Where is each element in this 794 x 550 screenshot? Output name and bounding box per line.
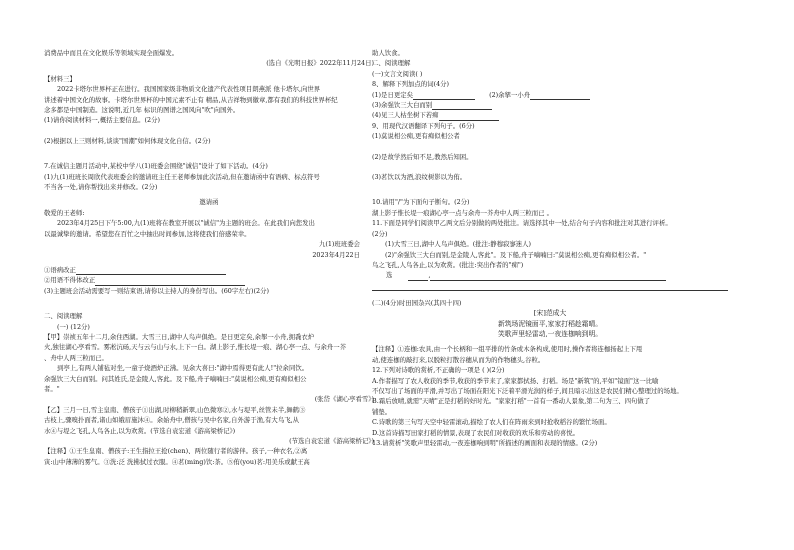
question-3: (3)主题班会活动需要写一则结束语,请你以主持人的身份写出。(60字左右)(2分) [44,286,269,295]
invitation-body: 以最诚挚的邀请。希望您在百忙之中抽出时间参加,这将使我们倍感荣幸。 [44,229,251,238]
passage-yi-source: (节选自袁宏道《游高梁桥记》) [289,437,374,445]
left-column [44,48,374,467]
fix-2-label: ②用语不得体改正 [44,276,96,285]
fix-1-label: ①语病改正 [44,265,76,274]
material3-paragraph: 讲述着中国文化的故事。卡塔尔世界杯的中国元素不止有 精品,从吉祥物到徽章,都有我们的科技世界杯纪 [44,95,338,104]
passage-jia: 者。" [44,384,60,393]
answer-blank[interactable] [432,102,492,110]
section-heading: 二、阅读理解 [372,59,411,68]
passage-yi: 水④与堤之飞孔,人鸟各止,以为欢赏。(节选自袁宏道《游高梁桥记》) [44,426,236,435]
answer-blank[interactable] [413,92,475,100]
question-11: 11.下面是同学们阅读甲乙两文后分别做的两处批注。请选择其中一处,结合句子内容和批注对其进行评析。 [372,219,672,228]
question-7: (1)九(1)班班长周欣代表班委会的邀请班主任王老师参加此次活动,但在邀请函中有语病、标点符号 [44,172,320,181]
q12-option-a: 不仅写出了场面的平滑,并写出了场面在阳光下泛着平滑光润的样子,间且暗示出这是农民们精心整理过的场地。 [372,386,683,395]
question-10: 10.请用"/"为下面句子断句。(2分) [372,198,470,207]
q9-item-2: (2)是故学然后知不足,教然后知困。 [372,152,473,161]
passage-yi: 古枝上,骤嗅扑面者,诸山如娥眉施沐④。余始舟中,僧孩与吴中名家,自外游于渔,有大鸟飞,从 [44,416,300,425]
invitation-title: 邀请函 [199,198,219,207]
q11-option-2: (2)"余强饮三大白而别,是金陵人,客此"。及下船,舟子喃喃曰:"莫说相公痴,更有痴似相公者。" [385,250,647,259]
q11-option-2: 鸟之飞孔,人鸟各止,以为欢赏。(批注:突出作者的"痴") [372,260,524,269]
q12-option-b: 铺垫。 [372,407,392,416]
question-7: 不当各一处,请你帮找出来并修改。(2分) [44,183,158,192]
notes: 【注释】①王生皇南、僧孩子:王生指拉王抢(chen)、两位随行者的游伴。孩子,一种衣名,②离 [44,447,308,456]
q8-item-4-line[interactable] [372,110,728,120]
question-12: 12.下列对诗歌的赏析,不正确的一项是 ( )(2分) [372,366,505,375]
answer-blank[interactable] [408,273,428,281]
passage-yi: 【乙】三月一日,雪主皇南、僧孩子①出湖,时柳稍新翠,山色微寒②,水与堤平,丝管未半,舞鹤③ [44,405,306,414]
question-9: 9、用现代汉语翻译下列句子。(6分) [372,121,475,130]
answer-blank[interactable] [430,273,666,281]
q8-item-1: (1)是日更定矣 [372,90,414,99]
question-8: 8、解释下列加点的词(4分) [372,80,450,89]
q10-sentence[interactable]: 湖上影子惟长堤一痕湖心亭一点与余舟一芥舟中人两三粒而已 。 [372,208,553,217]
notes: 动,使连枷的敲打来,以脱粒打散谷穗从而为的作物穗头,谷粒。 [372,355,545,364]
poem-line: 新筑场泥镜面平,家家打稻趁霜晴。 [497,319,603,328]
q12-option-d: D.这首诗描写田家打稻的情景,表现了农民们对收获的欢乐和劳动的喜悦。 [372,428,580,437]
passage-jia: 、舟中人两三粒而已。 [44,353,108,362]
answer-line[interactable] [372,282,728,291]
q8-item-3: (3)余强饮三大白而别 [372,101,433,110]
choose-line[interactable]: 选 , [372,270,728,280]
invitation-body: 2023年4月25日下午5:00,九(1)班将在教室开展以"诚信"为主题的班会。在此我们向您发出 [57,219,315,228]
question-13: 13.请赏析"笑歌声里轻雷动,一夜连枷响到明"所描述的画面和表现的情感。(2分) [372,439,598,447]
invitation-greeting: 敬爱的王老师: [44,208,85,217]
top-line: 消费品中而且在文化娱乐等领域实现全面爆发。 [44,49,179,57]
answer-blank[interactable] [95,278,245,286]
q8-items[interactable] [372,90,728,100]
q12-option-a: A.作者描写了农人收获的季节,收获的季节来了,家家都拭扬、打稻。场是"新筑"的,平如"镜面"这一比喻 [372,376,659,385]
top-source: (选自《光明日报》2022年11月24日) [266,59,374,68]
q8-item-3-line[interactable] [372,100,728,110]
choose-label: 选 [386,271,393,280]
q9-item-1: (1)莫说相公痴,更有痴似相公者 [372,132,460,141]
q12-option-b: B.霜后放晴,就需"天晴"正是打稻的好时光。"家家打稻"一首有一番动人景象,第二句为三、四句做了 [372,397,651,406]
fix-2-line[interactable] [44,275,374,285]
section-heading: 二、阅读理解 [44,312,83,321]
material3-paragraph: 2022卡塔尔世界杯正在进行。我国国家级非物质文化遗产代表性项目朗燕派 他卡塔尔,向世界 [57,85,321,94]
q11-option-1: (1)大雪三日,湖中人鸟声俱绝。(批注:静穆寂寥迷人) [385,240,532,249]
part-heading: (一)文言文阅读( ) [372,69,423,78]
answer-blank[interactable] [76,267,226,275]
invitation-date: 2023年4月22日 [312,250,360,259]
question-1: (1)请你阅读材料一,概括主要信息。(2分) [44,116,160,125]
notes: 寅:山中薄薄的雾气。③洗:泛 洗拂拭过衣服。④茗(ming)饮:茶。⑤侑(you)茗:用美乐或献王高 [44,457,310,466]
text-line: 助人饮食。 [372,49,404,57]
poem-author: [宋]范成大 [533,309,567,318]
question-7: 7.在诚信主题月活动中,某校中学八(1)班委会围绕"诚信"设计了如下活动。(4分) [44,162,268,171]
passage-jia-source: (张岱《湖心亭看雪》) [314,395,374,404]
part-heading: (二)(4分)时田园杂兴(其四十四) [372,298,462,307]
passage-jia: 火,独往湖心亭看雪。雾凇沆砀,天与云与山与水,上下一白。湖上影子,惟长堤一痕、湖心亭一点、与余舟一芥 [44,343,347,352]
passage-jia: 余强饮三大白而别。问其姓氏,是金陵人,客此。及下船,舟子喃喃曰:"莫说相公痴,更有痴似相公 [44,374,307,383]
poem-line: 笑歌声里轻雷动,一夜连枷响到明。 [497,329,603,338]
fix-1-line[interactable] [44,265,374,275]
q9-item-3: (3)茗饮以为酒,浪纹树影以为侑。 [372,173,467,182]
q8-item-4: (4)见三人枯坐树下若痴 [372,111,439,120]
notes: 【注释】①连枷:农具,由一个长柄和一组平排的竹条或木条构成,使用时,操作者将连枷扬起上下甩 [372,345,643,354]
q12-option-c: C.诗歌的第三句写天空中轻雷滚动,描绘了农人们在阵雨来到时抢收稻谷的繁忙场面。 [372,418,611,427]
invitation-signature: 九(1)班班委会 [318,240,360,249]
material3-paragraph: 念多都是中国制造。这说明,近几年 标识的图谱之国风向"吹"向国外。 [44,106,240,115]
answer-blank[interactable] [439,113,499,121]
answer-blank[interactable] [530,92,590,100]
passage-jia: 到亭上,有两人铺毡对坐,一童子烧酒炉正沸。见余大喜曰:"湖中焉得更有此人!"拉余同饮。 [57,364,309,373]
right-column [372,48,728,448]
q8-item-2: (2)余挐一小舟 [489,90,531,99]
material3-heading: 【材料三】 [44,74,76,83]
question-11: (2分) [372,229,388,238]
question-2: (2)根据以上三则材料,谈谈"国潮"如何体现文化自信。(2分) [44,136,211,145]
part-heading: (一) (12分) [57,322,90,331]
passage-jia: 【甲】崇祯五年十二月,余住西湖。大雪三日,湖中人鸟声俱绝。是日更定矣,余挐一小舟,拥毳衣炉 [44,332,315,341]
